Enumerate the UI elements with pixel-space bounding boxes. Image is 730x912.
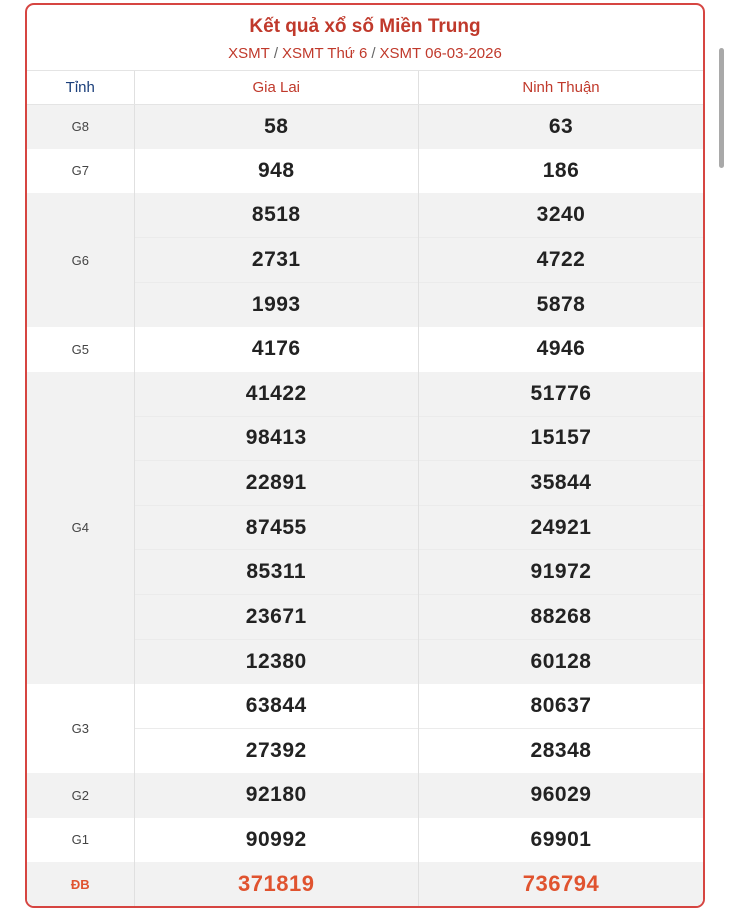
result-number-gia-lai: 23671	[134, 595, 419, 640]
column-header-gia-lai[interactable]: Gia Lai	[134, 71, 419, 104]
prize-label: G8	[27, 104, 134, 149]
breadcrumb	[27, 45, 703, 63]
result-number-ninh-thuan: 96029	[419, 773, 704, 818]
table-row	[27, 818, 703, 863]
result-number-gia-lai: 90992	[134, 818, 419, 863]
result-number-gia-lai: 22891	[134, 461, 419, 506]
prize-label: G2	[27, 773, 134, 818]
breadcrumb-separator: /	[273, 45, 278, 62]
result-number-ninh-thuan: 4946	[419, 327, 704, 372]
result-number-gia-lai: 4176	[134, 327, 419, 372]
result-number-gia-lai: 85311	[134, 550, 419, 595]
table-row	[27, 773, 703, 818]
result-number-gia-lai: 371819	[134, 862, 419, 907]
result-number-gia-lai: 92180	[134, 773, 419, 818]
result-number-gia-lai: 58	[134, 104, 419, 149]
result-number-ninh-thuan: 5878	[419, 282, 704, 327]
result-number-gia-lai: 63844	[134, 684, 419, 729]
table-row	[27, 327, 703, 372]
table-header-row	[27, 71, 703, 104]
result-number-gia-lai: 27392	[134, 728, 419, 773]
prize-label: G6	[27, 193, 134, 327]
prize-label: G4	[27, 372, 134, 684]
results-card	[25, 3, 705, 908]
breadcrumb-link-xsmt-thu6[interactable]: XSMT Thứ 6	[282, 45, 368, 62]
result-number-gia-lai: 87455	[134, 505, 419, 550]
column-header-tinh: Tỉnh	[27, 71, 134, 104]
result-number-ninh-thuan: 186	[419, 149, 704, 194]
results-body	[27, 104, 703, 907]
result-number-ninh-thuan: 35844	[419, 461, 704, 506]
result-number-gia-lai: 1993	[134, 282, 419, 327]
scrollbar-thumb[interactable]	[719, 48, 724, 168]
result-number-gia-lai: 98413	[134, 416, 419, 461]
result-number-ninh-thuan: 63	[419, 104, 704, 149]
result-number-ninh-thuan: 80637	[419, 684, 704, 729]
result-number-gia-lai: 948	[134, 149, 419, 194]
prize-label: G1	[27, 818, 134, 863]
prize-label: ĐB	[27, 862, 134, 907]
breadcrumb-separator: /	[371, 45, 376, 62]
result-number-ninh-thuan: 3240	[419, 193, 704, 238]
table-row	[27, 684, 703, 729]
table-row	[27, 862, 703, 907]
result-number-ninh-thuan: 91972	[419, 550, 704, 595]
breadcrumb-link-xsmt-date[interactable]: XSMT 06-03-2026	[379, 45, 502, 62]
table-row	[27, 193, 703, 238]
result-number-gia-lai: 2731	[134, 238, 419, 283]
result-number-gia-lai: 41422	[134, 372, 419, 417]
page-title: Kết quả xổ số Miền Trung	[249, 16, 481, 37]
result-number-ninh-thuan: 51776	[419, 372, 704, 417]
result-number-ninh-thuan: 28348	[419, 728, 704, 773]
results-table	[27, 71, 703, 907]
column-header-ninh-thuan[interactable]: Ninh Thuận	[419, 71, 704, 104]
result-number-ninh-thuan: 4722	[419, 238, 704, 283]
breadcrumb-link-xsmt[interactable]: XSMT	[228, 45, 270, 62]
table-row	[27, 372, 703, 417]
result-number-ninh-thuan: 736794	[419, 862, 704, 907]
result-number-gia-lai: 8518	[134, 193, 419, 238]
table-row	[27, 149, 703, 194]
prize-label: G7	[27, 149, 134, 194]
result-number-ninh-thuan: 24921	[419, 505, 704, 550]
result-number-gia-lai: 12380	[134, 639, 419, 684]
prize-label: G3	[27, 684, 134, 773]
result-number-ninh-thuan: 88268	[419, 595, 704, 640]
result-number-ninh-thuan: 15157	[419, 416, 704, 461]
results-header	[27, 5, 703, 71]
prize-label: G5	[27, 327, 134, 372]
table-row	[27, 104, 703, 149]
result-number-ninh-thuan: 69901	[419, 818, 704, 863]
result-number-ninh-thuan: 60128	[419, 639, 704, 684]
